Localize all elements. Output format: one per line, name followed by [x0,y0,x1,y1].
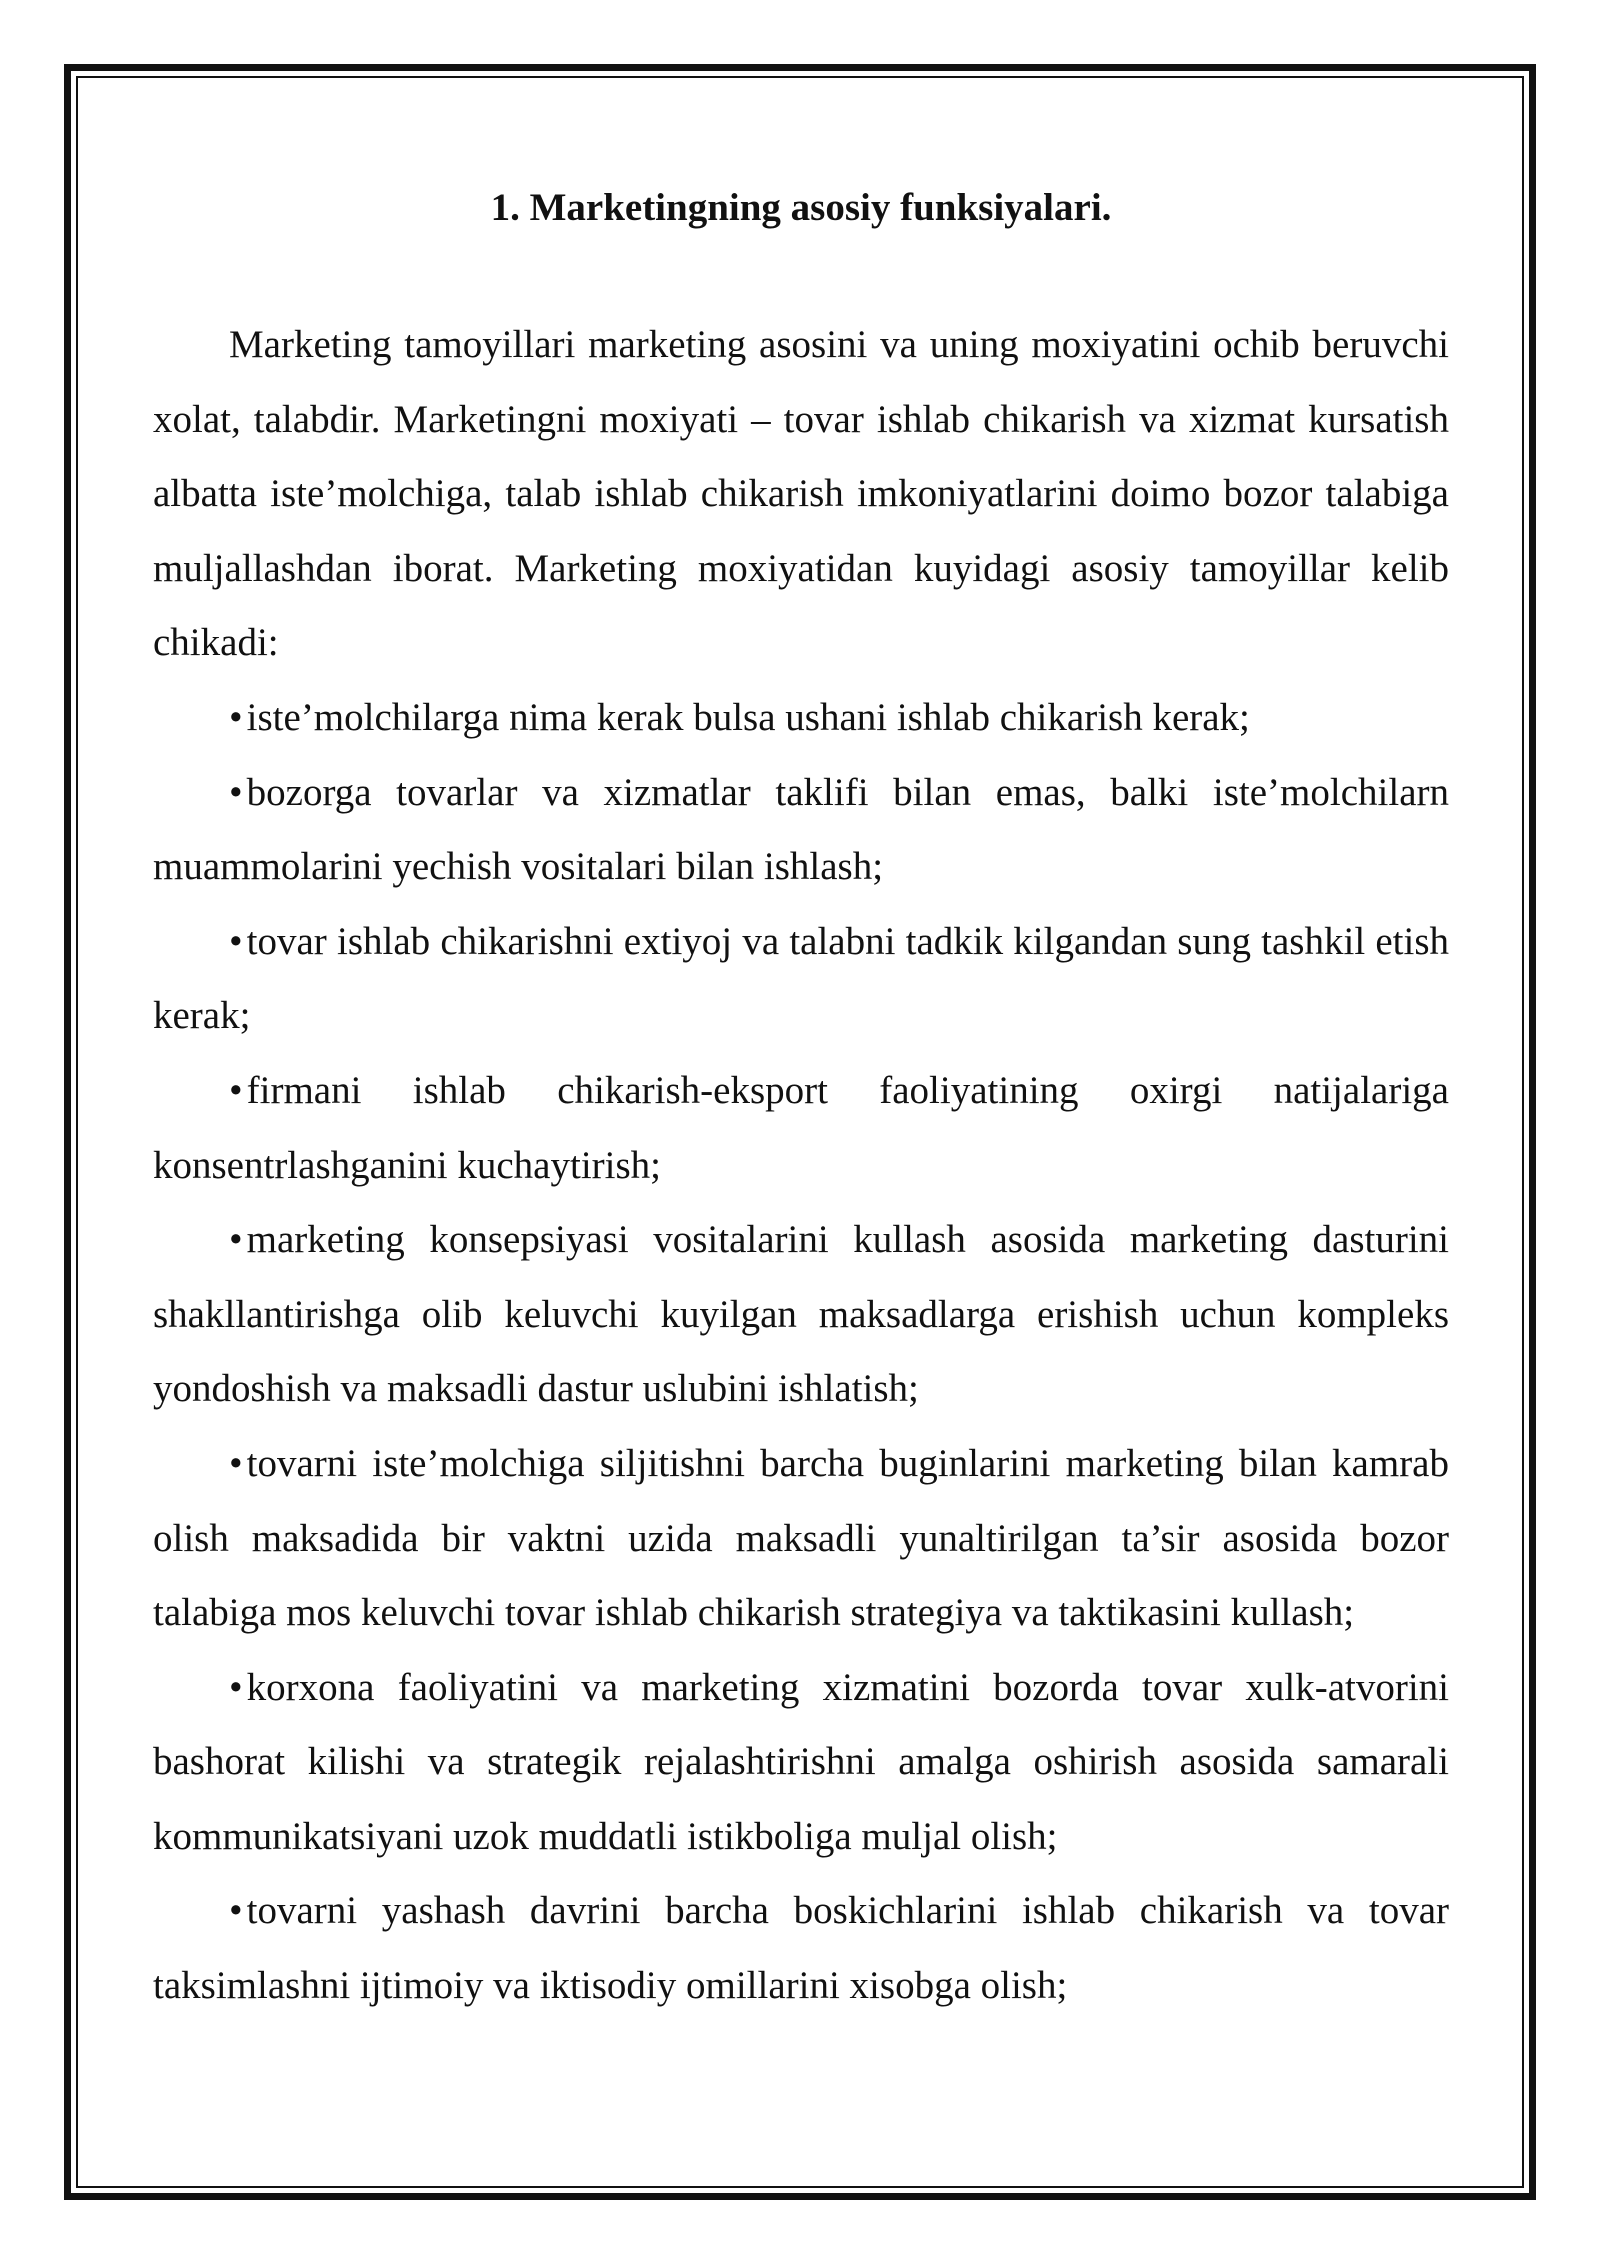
list-item [153,756,1449,905]
list-item [153,1427,1449,1651]
list-item [153,905,1449,1054]
list-item-text: tovarni iste’molchiga siljitishni barcha buginlarini marketing bilan kamrab olish maksadida bir vaktni uzida maksadli yunaltirilgan ta’sir asosida bozor talabiga mos keluvchi tovar ishlab chikarish strategiya va taktikasini kullash; [153,1441,1449,1635]
list-item [153,1874,1449,2023]
bullet-icon: • [229,1068,243,1112]
list-item [153,681,1449,756]
list-item-text: marketing konsepsiyasi vositalarini kullash asosida marketing dasturini shakllantirishga olib keluvchi kuyilgan maksadlarga erishish uchun kompleks yondoshish va maksadli dastur uslubini ishlatish; [153,1218,1449,1411]
intro-paragraph: Marketing tamoyillari marketing asosini va uning moxiyatini ochib beruvchi xolat, talabdir. Marketingni moxiyati – tovar ishlab chikarish va xizmat kursatish albatta iste’molchiga, talab ishlab chikarish imkoniyatlarini doimo bozor talabiga muljallashdan iborat. Marketing moxiyatidan kuyidagi asosiy tamoyillar kelib chikadi: [153,323,1449,665]
bullet-icon: • [229,695,243,739]
list-item-text: tovarni yashash davrini barcha boskichlarini ishlab chikarish va tovar taksimlashni ijtimoiy va iktisodiy omillarini xisobga olish; [153,1889,1449,2008]
list-item [153,1203,1449,1427]
bullet-icon: • [229,1889,243,1933]
bullet-icon: • [229,1441,243,1485]
list-item-text: bozorga tovarlar va xizmatlar taklifi bilan emas, balki iste’molchilarn muammolarini yechish vositalari bilan ishlash; [153,770,1449,889]
list-item-text: firmani ishlab chikarish-eksport faoliyatining oxirgi natijalariga konsentrlashganini kuchaytirish; [153,1068,1449,1187]
bullet-icon: • [229,919,243,963]
list-item [153,1054,1449,1203]
list-item-text: tovar ishlab chikarishni extiyoj va talabni tadkik kilgandan sung tashkil etish kerak; [153,919,1449,1038]
bullet-icon: • [229,1218,243,1262]
document-body [153,180,1449,2024]
page-title: 1. Marketingning asosiy funksiyalari. [490,186,1112,229]
bullet-icon: • [229,1665,243,1709]
bullet-icon: • [229,770,243,814]
list-item-text: korxona faoliyatini va marketing xizmatini bozorda tovar xulk-atvorini bashorat kilishi va strategik rejalashtirishni amalga oshirish asosida samarali kommunikatsiyani uzok muddatli istikboliga muljal olish; [153,1665,1449,1858]
list-item [153,1651,1449,1875]
list-item-text: iste’molchilarga nima kerak bulsa ushani ishlab chikarish kerak; [246,695,1250,739]
